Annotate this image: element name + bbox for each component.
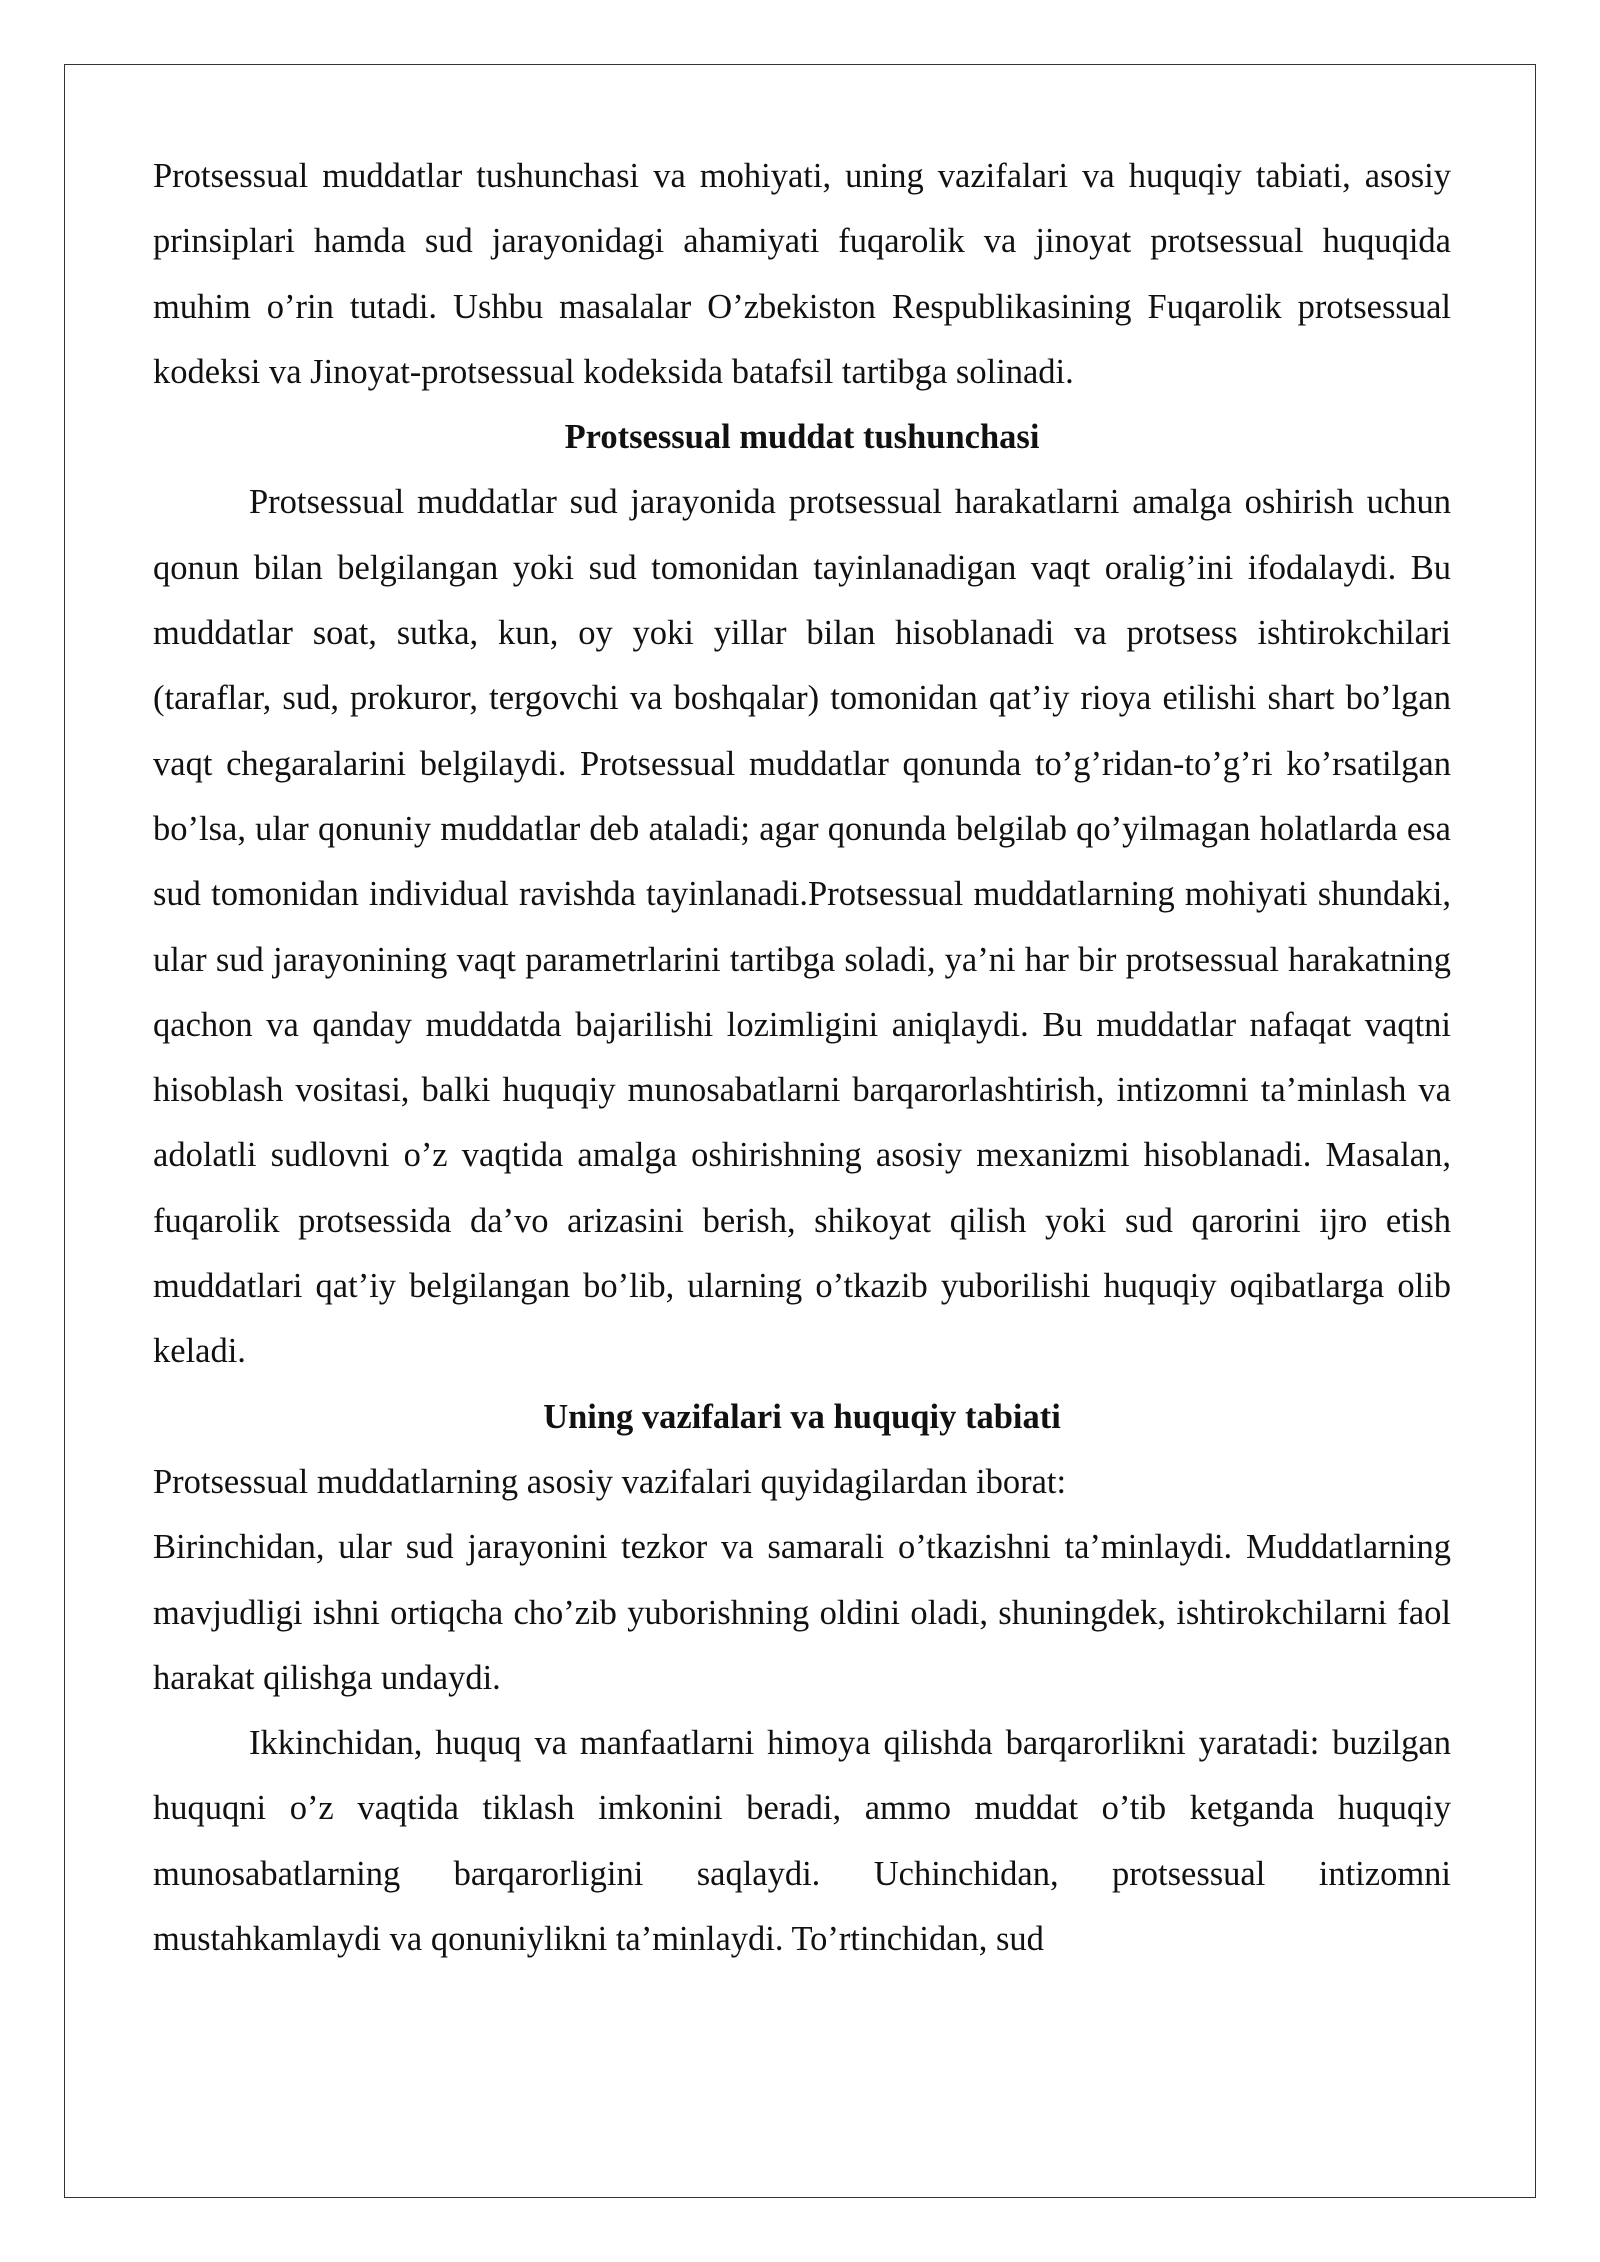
- functions-paragraph-2: Ikkinchidan, huquq va manfaatlarni himoya qilishda barqarorlikni yaratadi: buzilgan huquqni o’z vaqtida tiklash imkonini beradi, ammo muddat o’tib ketganda huquqiy munosabatlarning barqarorligini saqlaydi. Uchinchidan, protsessual intizomni mustahkamlaydi va qonuniylikni ta’minlaydi. To’rtinchidan, sud: [153, 1724, 1451, 1959]
- functions-paragraph-1: Birinchidan, ular sud jarayonini tezkor va samarali o’tkazishni ta’minlaydi. Muddatlarning mavjudligi ishni ortiqcha cho’zib yuborishning oldini oladi, shuningdek, ishtirokchilarni faol harakat qilishga undaydi.: [153, 1528, 1451, 1697]
- section-heading-concept: Protsessual muddat tushunchasi: [564, 418, 1040, 457]
- document-body: [153, 144, 1451, 1972]
- section-heading-functions: Uning vazifalari va huquqiy tabiati: [543, 1397, 1061, 1436]
- concept-paragraph: Protsessual muddatlar sud jarayonida protsessual harakatlarni amalga oshirish uchun qonun bilan belgilangan yoki sud tomonidan tayinlanadigan vaqt oralig’ini ifodalaydi. Bu muddatlar soat, sutka, kun, oy yoki yillar bilan hisoblanadi va protsess ishtirokchilari (taraflar, sud, prokuror, tergovchi va boshqalar) tomonidan qat’iy rioya etilishi shart bo’lgan vaqt chegaralarini belgilaydi. Protsessual muddatlar qonunda to’g’ridan-to’g’ri ko’rsatilgan bo’lsa, ular qonuniy muddatlar deb ataladi; agar qonunda belgilab qo’yilmagan holatlarda esa sud tomonidan individual ravishda tayinlanadi.Protsessual muddatlarning mohiyati shundaki, ular sud jarayonining vaqt parametrlarini tartibga soladi, ya’ni har bir protsessual harakatning qachon va qanday muddatda bajarilishi lozimligini aniqlaydi. Bu muddatlar nafaqat vaqtni hisoblash vositasi, balki huquqiy munosabatlarni barqarorlashtirish, intizomni ta’minlash va adolatli sudlovni o’z vaqtida amalga oshirishning asosiy mexanizmi hisoblanadi. Masalan, fuqarolik protsessida da’vo arizasini berish, shikoyat qilish yoki sud qarorini ijro etish muddatlari qat’iy belgilangan bo’lib, ularning o’tkazib yuborilishi huquqiy oqibatlarga olib keladi.: [153, 483, 1451, 1371]
- functions-lead: Protsessual muddatlarning asosiy vazifalari quyidagilardan iborat:: [153, 1462, 1067, 1501]
- intro-paragraph: Protsessual muddatlar tushunchasi va mohiyati, uning vazifalari va huquqiy tabiati, asosiy prinsiplari hamda sud jarayonidagi ahamiyati fuqarolik va jinoyat protsessual huquqida muhim o’rin tutadi. Ushbu masalalar O’zbekiston Respublikasining Fuqarolik protsessual kodeksi va Jinoyat-protsessual kodeksida batafsil tartibga solinadi.: [153, 157, 1451, 391]
